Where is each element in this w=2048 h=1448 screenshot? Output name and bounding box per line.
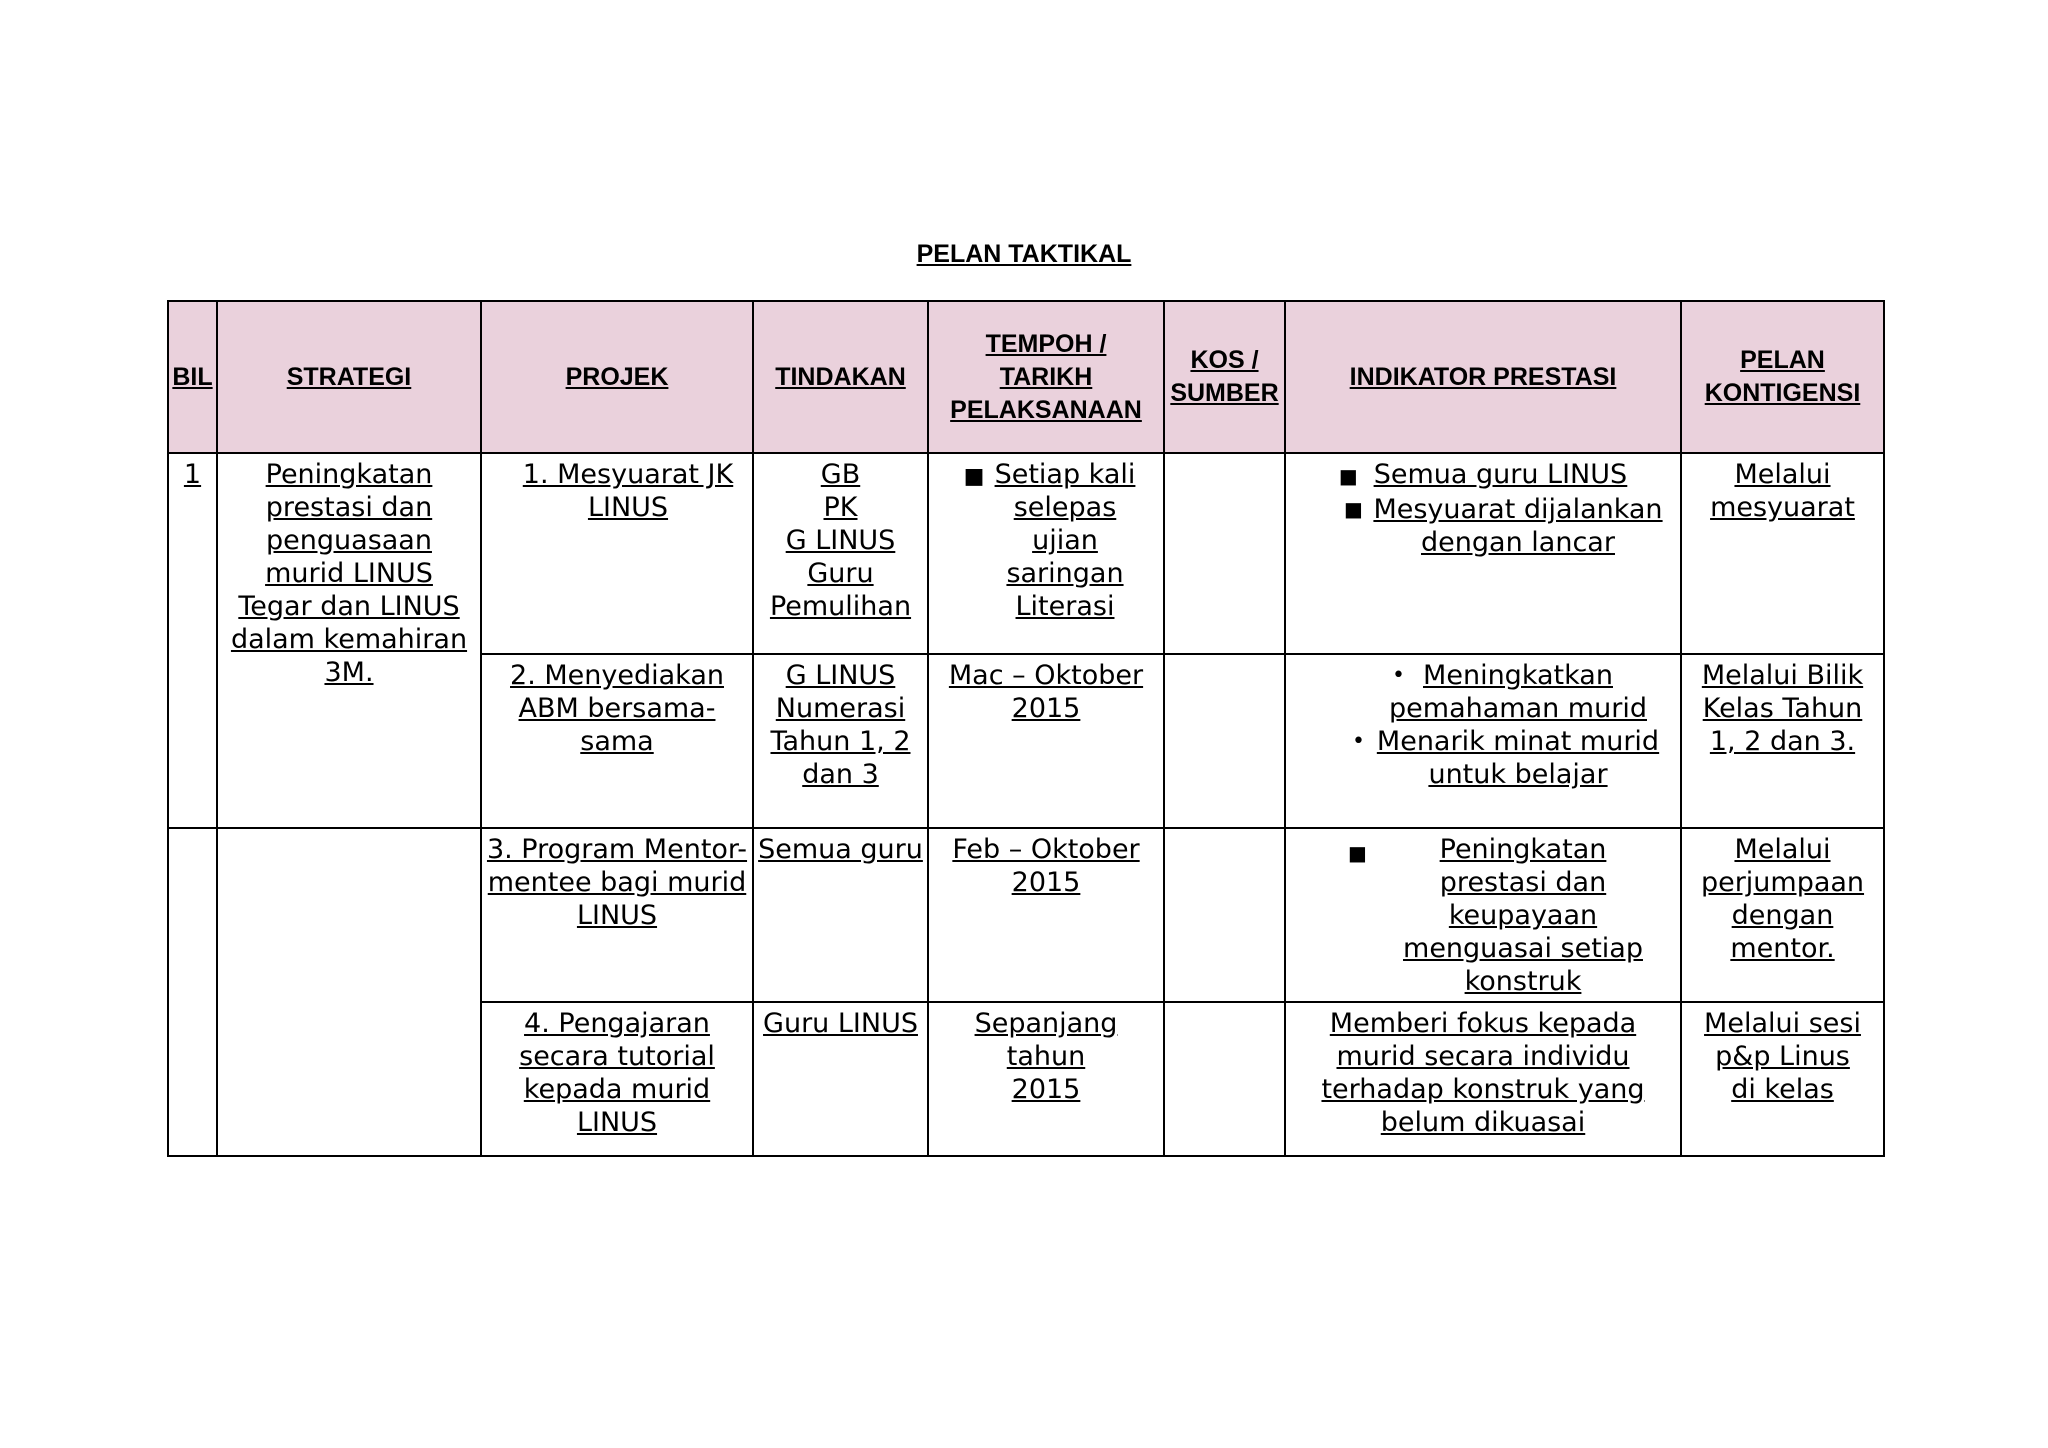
tindakan-line: Numerasi Tahun 1, 2 dan 3 (770, 693, 911, 790)
cell-strategi: Peningkatan prestasi dan penguasaan murid LINUS Tegar dan LINUS dalam kemahiran 3M. (217, 453, 481, 828)
cell-projek: 3. Program Mentor-mentee bagi murid LINUS (481, 828, 753, 1002)
square-bullet-icon: ■ (963, 464, 985, 489)
square-bullet-icon: ■ (1348, 841, 1367, 865)
indikator-item: • Menarik minat murid untuk belajar (1352, 726, 1660, 790)
projek-text: 1. Mesyuarat JK LINUS (522, 459, 734, 523)
cell-tindakan: Guru LINUS (753, 1002, 928, 1156)
square-bullet-icon: ■ (1338, 464, 1358, 488)
cell-strategi (217, 828, 481, 1156)
tempoh-text: Setiap kali selepas ujian saringan Literasi (994, 459, 1136, 622)
cell-kontigensi: Melalui perjumpaan dengan mentor. (1681, 828, 1884, 1002)
cell-indikator: Memberi fokus kepada murid secara individu terhadap konstruk yang belum dikuasai (1285, 1002, 1681, 1156)
header-tindakan: TINDAKAN (753, 301, 928, 453)
tactical-plan-table (167, 300, 1885, 1157)
tindakan-line: Guru Pemulihan (769, 558, 912, 622)
cell-kos (1164, 453, 1285, 654)
cell-tindakan: Semua guru (753, 828, 928, 1002)
tindakan-line: GB (820, 459, 861, 490)
dot-bullet-icon: • (1352, 729, 1365, 754)
table-row (168, 453, 1884, 654)
header-bil: BIL (168, 301, 217, 453)
cell-tempoh: Sepanjang tahun 2015 (928, 1002, 1164, 1156)
cell-tempoh: Feb – Oktober 2015 (928, 828, 1164, 1002)
tindakan-line: G LINUS (785, 660, 896, 691)
indikator-item: Peningkatan prestasi dan keupayaan menguasai setiap konstruk (1403, 834, 1643, 997)
cell-kos (1164, 654, 1285, 828)
cell-kontigensi: Melalui mesyuarat (1681, 453, 1884, 654)
cell-kontigensi: Melalui Bilik Kelas Tahun 1, 2 dan 3. (1681, 654, 1884, 828)
square-bullet-icon: ■ (1344, 497, 1363, 521)
table-header-row (168, 301, 1884, 453)
cell-bil (168, 828, 217, 1156)
cell-tindakan (753, 453, 928, 654)
table-row (168, 828, 1884, 1002)
tindakan-line: PK (823, 492, 858, 523)
indikator-item: ■ Mesyuarat dijalankan dengan lancar (1344, 494, 1663, 558)
header-indikator: INDIKATOR PRESTASI (1285, 301, 1681, 453)
page-title: PELAN TAKTIKAL (916, 240, 1132, 268)
cell-indikator (1285, 654, 1681, 828)
cell-projek: 4. Pengajaran secara tutorial kepada murid LINUS (481, 1002, 753, 1156)
cell-tempoh: Mac – Oktober 2015 (928, 654, 1164, 828)
header-tempoh: TEMPOH / TARIKH PELAKSANAAN (928, 301, 1164, 453)
cell-projek (481, 453, 753, 654)
cell-tempoh (928, 453, 1164, 654)
cell-kos (1164, 1002, 1285, 1156)
cell-projek: 2. Menyediakan ABM bersama-sama (481, 654, 753, 828)
header-strategi: STRATEGI (217, 301, 481, 453)
dot-bullet-icon: • (1392, 663, 1405, 688)
cell-indikator (1285, 453, 1681, 654)
cell-tindakan (753, 654, 928, 828)
indikator-item: • Meningkatkan pemahaman murid (1389, 660, 1647, 724)
indikator-item: ■ Semua guru LINUS (1292, 458, 1674, 493)
cell-indikator (1285, 828, 1681, 1002)
tindakan-line: G LINUS (785, 525, 896, 556)
header-projek: PROJEK (481, 301, 753, 453)
header-kontigensi: PELAN KONTIGENSI (1681, 301, 1884, 453)
cell-kontigensi: Melalui sesi p&p Linus di kelas (1681, 1002, 1884, 1156)
cell-bil: 1 (168, 453, 217, 828)
header-kos: KOS / SUMBER (1164, 301, 1285, 453)
cell-kos (1164, 828, 1285, 1002)
